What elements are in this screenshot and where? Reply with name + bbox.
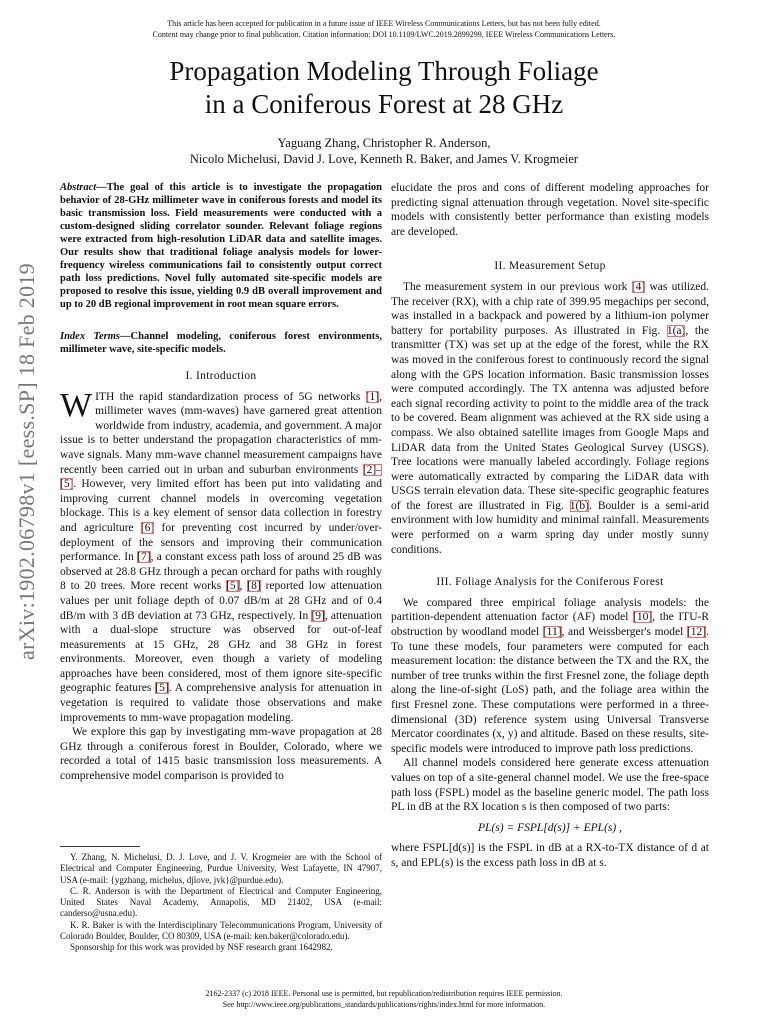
publication-notice — [110, 18, 658, 40]
footnote-rule — [60, 846, 140, 847]
section-heading-foliage: III. Foliage Analysis for the Coniferous Forest — [436, 576, 664, 589]
intro-continuation: elucidate the pros and cons of different modeling approaches for predicting signal attenuation through vegetation. Novel site-specific models with consistently better performance than existing models are developed. — [391, 182, 709, 238]
citation-link[interactable]: [10] — [633, 611, 653, 624]
abstract-text: —The goal of this article is to investigate the propagation behavior of 28-GHz millimeter wave in coniferous forests and model its basic transmission loss. Field measurements were conducted with a custom-designed sliding correlator sounder. Relevant foliage regions were extracted from high-resolution LiDAR data and satellite images. Our results show that traditional foliage analysis models for lower-frequency wireless communications fail to consistently output correct path loss predictions. Novel fully automated site-specific models are proposed to resolve this issue, yielding 0.9 dB overall improvement and up to 20 dB regional improvement in root mean square errors. — [60, 182, 382, 310]
arxiv-stamp: arXiv:1902.06798v1 [eess.SP] 18 Feb 2019 — [14, 263, 39, 660]
paper-title — [60, 55, 708, 121]
introduction-section — [60, 369, 382, 784]
footnote-affiliation-1: Y. Zhang, N. Michelusi, D. J. Love, and J. V. Krogmeier are with the School of Electrical and Computer Engineering, Purdue University, West Lafayette, IN 47907, USA (e-mail: {ygzhang, michelus, djlove, jvk}@purdue.edu). — [60, 852, 382, 885]
figure-link[interactable]: 1(b) — [569, 499, 589, 512]
abstract-lead: Abstract — [60, 182, 97, 193]
footer-line-1: 2162-2337 (c) 2018 IEEE. Personal use is permitted, but republication/redistribution requires IEEE permission. — [205, 989, 563, 998]
index-terms-text: —Channel modeling, coniferous forest environments, millimeter wave, site-specific models. — [60, 331, 382, 355]
index-terms — [60, 330, 382, 356]
authors-line-2: Nicolo Michelusi, David J. Love, Kenneth R. Baker, and James V. Krogmeier — [189, 152, 579, 166]
notice-line-1: This article has been accepted for publication in a future issue of IEEE Wireless Communications Letters, but has not been fully edited. — [167, 19, 601, 28]
citation-link[interactable]: [9] — [311, 609, 325, 622]
title-line-2: in a Coniferous Forest at 28 GHz — [204, 89, 564, 119]
title-line-1: Propagation Modeling Through Foliage — [169, 56, 599, 86]
footnote-affiliation-2: C. R. Anderson is with the Department of Electrical and Computer Engineering, United States Naval Academy, Annapolis, MD 21402, USA (e-mail: canderso@usna.edu). — [60, 885, 382, 919]
copyright-footer — [110, 988, 658, 1010]
equation-explanation: where FSPL[d(s)] is the FSPL in dB at a RX-to-TX distance of d at s, and EPL(s) is the excess path loss in dB at s. — [391, 842, 709, 869]
section-heading-intro: I. Introduction — [185, 370, 257, 382]
citation-link[interactable]: [5] — [155, 682, 169, 695]
citation-link[interactable]: [1] — [365, 390, 380, 403]
citation-link[interactable]: [7] — [137, 551, 151, 564]
citation-link[interactable]: [11] — [542, 626, 562, 639]
section-heading-measurement: II. Measurement Setup — [494, 260, 606, 273]
author-list — [60, 135, 708, 167]
abstract — [60, 181, 382, 311]
intro-paragraph-1: WITH the rapid standardization process of 5G networks [1], millimeter waves (mm-waves) have garnered great attention worldwide from industry, academia, and government. A major issue is to better understand the propagation characteristics of mm-wave signals. Many mm-wave channel measurement campaigns have recently been carried out in urban and suburban environments [2]–[5]. However, very limited effort has been put into validating and improving current channel models in overcoming vegetation blockage. This is a key element of sensor data collection in forestry and agriculture [6] for preventing cost incurred by under/over-deployment of the sensors and improving their communication performance. In [7], a constant excess path loss of around 25 dB was observed at 28.8 GHz through a pecan orchard for paths with roughly 8 to 20 trees. More recent works [5], [8] reported low attenuation values per unit foliage depth of 0.07 dB/m at 28 GHz and of 0.4 dB/m with 3 dB deviation at 73 GHz, respectively. In [9], attenuation with a dual-slope structure was observed for out-of-leaf measurements at 15 GHz, 28 GHz and 38 GHz in forest environments. Moreover, even though a variety of modeling approaches have been considered, most of them ignore site-specific geographic features [5]. A comprehensive analysis for attenuation in vegetation is required to validate those observations and make improvements to mm-wave propagation modeling. — [60, 386, 383, 724]
authors-line-1: Yaguang Zhang, Christopher R. Anderson, — [277, 136, 491, 150]
citation-link[interactable]: [5] — [226, 580, 240, 593]
citation-link[interactable]: [8] — [247, 580, 261, 593]
index-terms-lead: Index Terms — [60, 331, 121, 342]
notice-line-2: Content may change prior to final publication. Citation information: DOI 10.1109/LWC.2019.2899299, IEEE Wireless Communications Letters. — [152, 30, 616, 39]
citation-link[interactable]: [4] — [631, 280, 646, 293]
footnote-sponsorship: Sponsorship for this work was provided by NSF research grant 1642982. — [70, 942, 333, 953]
path-loss-equation: PL(s) = FSPL[d(s)] + EPL(s) , — [478, 821, 622, 834]
measurement-paragraph: The measurement system in our previous work [4] was utilized. The receiver (RX), with a chip rate of 399.95 megachips per second, was installed in a backpack and powered by a lithium-ion polymer battery for portability purposes. As illustrated in Fig. 1(a), the transmitter (TX) was set up at the edge of the forest, while the RX was moved in the coniferous forest to continuously record the signal along with the GPS location information. Basic transmission losses were computed accordingly. The TX antenna was adjusted before each signal recording activity to point to the middle area of the track to be covered. Beam alignment was achieved at the RX side using a compass. We also obtained satellite images from Google Maps and LiDAR data from the United States Geological Survey (USGS). Tree locations were manually labeled accordingly. Foliage regions were automatically extracted by comparing the LiDAR data with USGS terrain elevation data. These site-specific geographic features of the forest are illustrated in Fig. 1(b). Boulder is a semi-arid environment with low humidity and minimal rainfall. Measurements were performed on a warm spring day under mostly sunny conditions. — [391, 280, 709, 556]
intro-paragraph-2: We explore this gap by investigating mm-wave propagation at 28 GHz through a coniferous forest in Boulder, Colorado, where we recorded a total of 1415 basic transmission loss measurements. A comprehensive model comparison is provided to — [60, 726, 382, 783]
citation-link[interactable]: [2]–[5] — [60, 463, 382, 491]
citation-link[interactable]: [12] — [686, 626, 707, 639]
footnote-affiliation-3: K. R. Baker is with the Interdisciplinary Telecommunications Program, University of Colorado Boulder, Boulder, CO 80309, USA (e-mail: ken.baker@colorado.edu). — [60, 919, 382, 942]
footer-line-2: See http://www.ieee.org/publications_standards/publications/rights/index.html for more information. — [222, 1000, 546, 1009]
footnotes — [60, 852, 382, 954]
foliage-paragraph-2: All channel models considered here generate excess attenuation values on top of a site-general channel model. We use the free-space path loss (FSPL) model as the baseline generic model. The path loss PL in dB at the RX location s is then composed of two parts: — [391, 757, 709, 814]
right-column — [391, 181, 709, 871]
citation-link[interactable]: [6] — [140, 521, 155, 534]
figure-link[interactable]: 1(a) — [666, 324, 686, 337]
foliage-paragraph-1: We compared three empirical foliage analysis models: the partition-dependent attenuation factor (AF) model [10], the ITU-R obstruction by woodland model [11], and Weissberger's model [12]. To tune these models, four parameters were computed for each measurement location: the distance between the TX and the RX, the number of tree trunks within the first Fresnel zone, the foliage depth along the line-of-sight (LoS) path, and the foliage area within the first Fresnel zone. These computations were performed in a three-dimensional (3D) reference system using Universal Transverse Mercator coordinates (x, y) and altitude. Based on these results, site-specific models were introduced to improve path loss predictions. — [391, 596, 709, 755]
drop-cap: W — [60, 386, 93, 424]
